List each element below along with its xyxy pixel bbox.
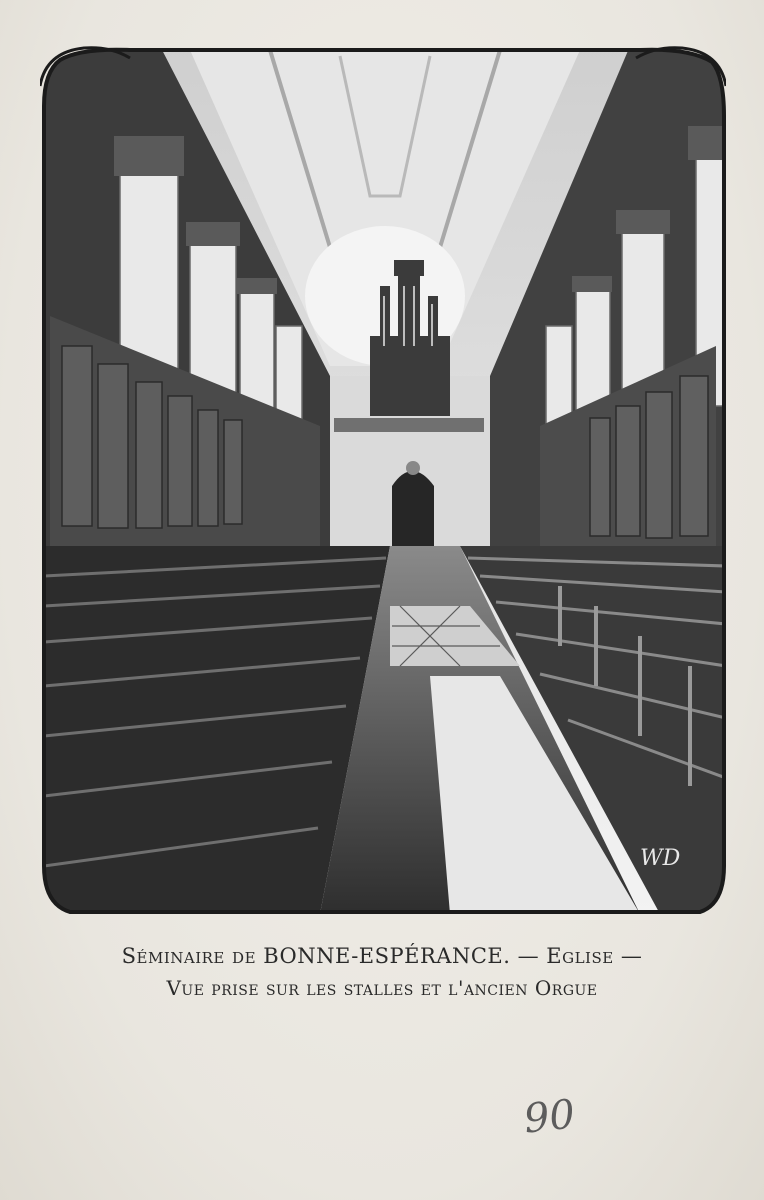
caption-subtitle: Vue prise sur les stalles et l'ancien Orgue — [166, 976, 598, 1000]
artist-monogram: WD — [640, 846, 681, 871]
handwritten-number: 90 — [521, 1091, 578, 1143]
church-interior-photo — [40, 46, 726, 914]
caption-title: Séminaire de BONNE-ESPÉRANCE. — Eglise — — [121, 944, 643, 968]
